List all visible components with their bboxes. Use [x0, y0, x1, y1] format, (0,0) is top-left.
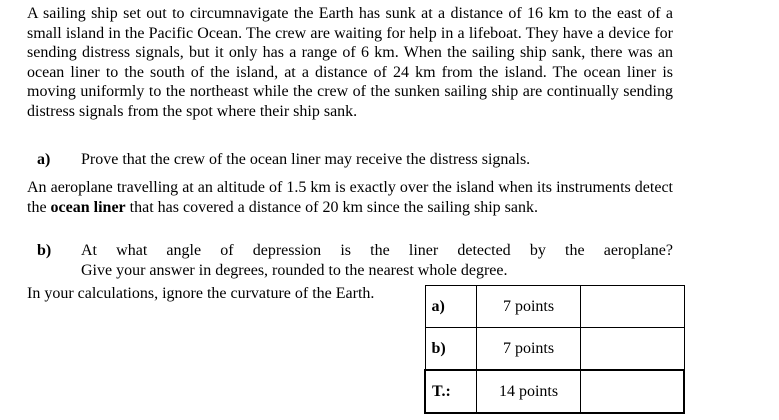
second-para-text-1: An aeroplane travelling at an altitude of 1.5 km is exactly over the island when its instruments detect the: [27, 179, 673, 216]
question-b-line-2: Give your answer in degrees, rounded to the nearest whole degree.: [81, 261, 508, 279]
score-label: a): [425, 286, 477, 328]
second-para-text-2: that has covered a distance of 20 km since the sailing ship sank.: [125, 198, 538, 216]
score-row-a: [425, 286, 684, 328]
question-b-text: [81, 241, 673, 280]
score-label: b): [425, 328, 477, 371]
question-a: [37, 150, 673, 170]
question-b-label: b): [37, 242, 52, 259]
problem-intro: A sailing ship set out to circumnavigate the Earth has sunk at a distance of 16 km to the east of a small island in the Pacific Ocean. The crew are waiting for help in a lifeboat. They have a device for sending distress signals, but it only has a range of 6 km. When the sailing ship sank, there was an ocean liner to the south of the island, at a distance of 24 km from the island. The ocean liner is moving uniformly to the northeast while the crew of the sunken sailing ship are continually sending distress signals from the spot where their ship sank.: [27, 5, 673, 120]
score-points: 7 points: [477, 286, 581, 328]
score-blank-cell: [581, 328, 685, 371]
score-points: 7 points: [477, 328, 581, 371]
second-para-bold: ocean liner: [50, 198, 126, 216]
score-label: T.:: [425, 370, 477, 413]
question-b-line-1: At what angle of depression is the liner detected by the aeroplane?: [81, 242, 673, 259]
question-b: [37, 241, 673, 280]
question-a-label: a): [37, 151, 51, 168]
curvature-note: In your calculations, ignore the curvature of the Earth.: [27, 285, 375, 302]
score-row-total: [425, 370, 684, 413]
score-table: [424, 285, 685, 414]
score-row-b: [425, 328, 684, 371]
question-a-text: Prove that the crew of the ocean liner may receive the distress signals.: [81, 151, 531, 168]
problem-second-paragraph: [27, 178, 673, 217]
score-points: 14 points: [477, 370, 581, 413]
score-blank-cell: [581, 286, 685, 328]
score-blank-cell: [581, 370, 685, 413]
